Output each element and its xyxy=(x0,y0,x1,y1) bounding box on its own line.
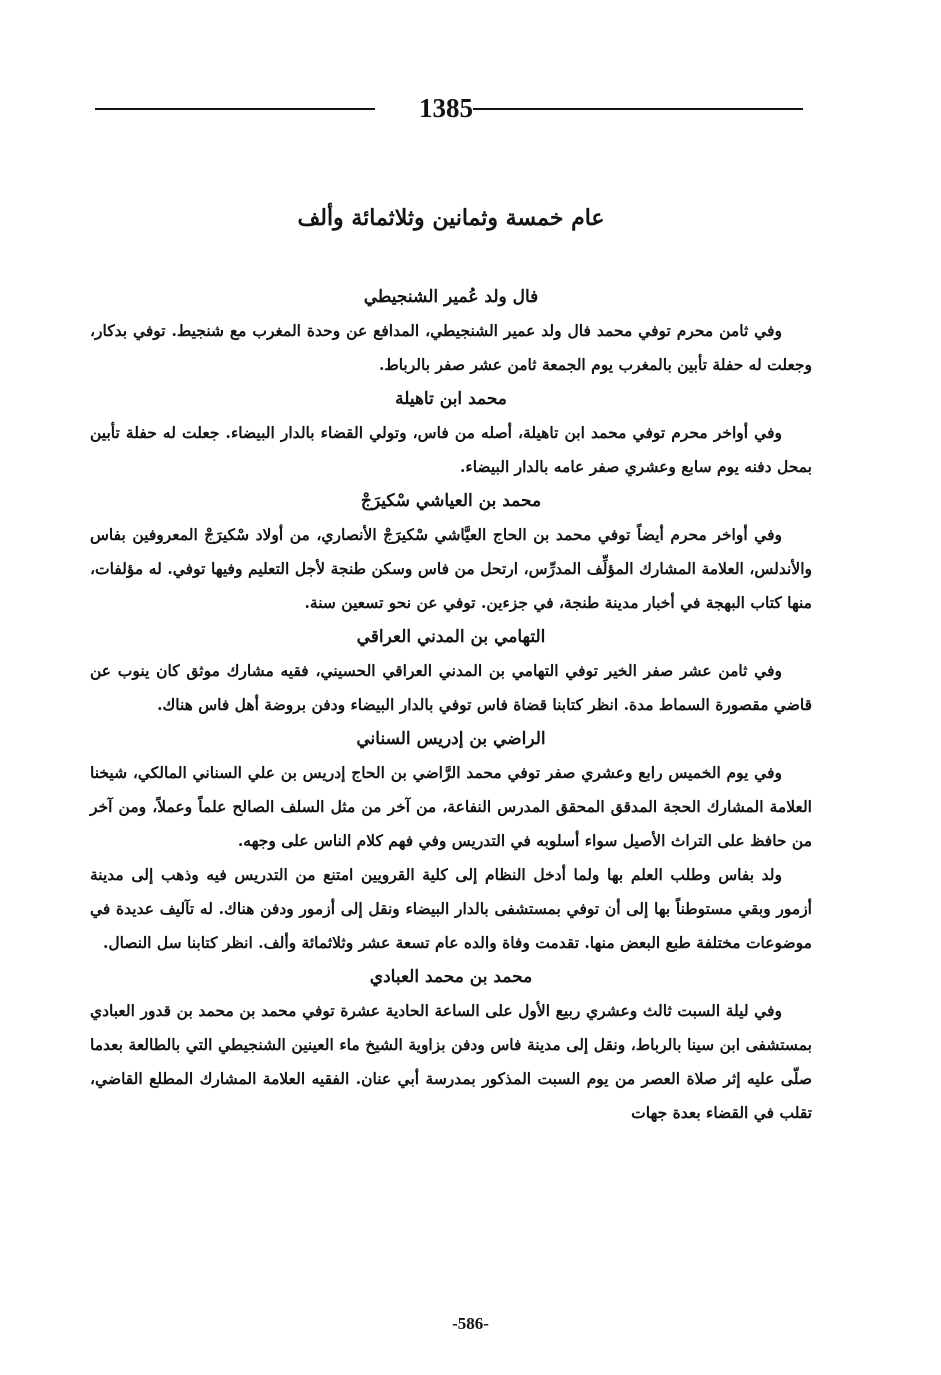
entry-paragraph: وفي أواخر محرم توفي محمد ابن تاهيلة، أصله من فاس، وتولي القضاء بالدار البيضاء. جعلت له حفلة تأبين بمحل دفنه يوم سابع وعشري صفر عامه بالدار البيضاء. xyxy=(90,423,812,476)
entry-paragraph: وفي يوم الخميس رابع وعشري صفر توفي محمد الرَّاضي بن الحاج إدريس بن علي السناني المالكي، شيخنا العلامة المشارك الحجة المدقق المحقق المدرس النفاعة، من آخر من مثل السلف الصالح علماً وعملاً، ومن آخر من حافظ على التراث الأصيل سواء أسلوبه في التدريس وفي فهم كلام الناس على وجهه. xyxy=(90,763,812,850)
entry-title: محمد بن محمد العبادي xyxy=(369,967,533,987)
header-rule-right xyxy=(473,108,803,110)
page-number: -586- xyxy=(452,1314,489,1333)
entry-title: الراضي بن إدريس السناني xyxy=(356,729,546,749)
entry-title: التهامي بن المدني العراقي xyxy=(356,627,546,647)
entry-paragraph: وفي ثامن محرم توفي محمد فال ولد عمير الشنجيطي، المدافع عن وحدة المغرب مع شنجيط. توفي بدكار، وجعلت له حفلة تأبين بالمغرب يوم الجمعة ثامن عشر صفر بالرباط. xyxy=(90,321,812,374)
header-rule-left xyxy=(95,108,375,110)
entry-title: محمد بن العياشي سْكيرَجْ xyxy=(360,491,542,511)
page-header xyxy=(95,88,803,128)
entry-paragraph: وفي أواخر محرم أيضاً توفي محمد بن الحاج العيَّاشي سْكيرَجْ الأنصاري، من أولاد سْكيرَجْ المعروفين بفاس والأندلس، العلامة المشارك المؤلِّف المدرِّس، ارتحل من فاس وسكن طنجة لأجل التعليم وفيها توفي. له مؤلفات، منها كتاب البهجة في أخبار مدينة طنجة، في جزءين. توفي عن نحو تسعين سنة. xyxy=(90,525,812,612)
page-content xyxy=(90,198,812,1130)
header-year: 1385 xyxy=(419,93,473,123)
entry-paragraph: وفي ثامن عشر صفر الخير توفي التهامي بن المدني العراقي الحسيني، فقيه مشارك موثق كان ينوب عن قاضي مقصورة السماط مدة. انظر كتابنا قضاة فاس توفي بالدار البيضاء ودفن بروضة أهل فاس هناك. xyxy=(90,661,812,714)
entry-title: محمد ابن تاهيلة xyxy=(395,389,507,409)
entry-paragraph: وفي ليلة السبت ثالث وعشري ربيع الأول على الساعة الحادية عشرة توفي محمد بن محمد بن قدور العبادي بمستشفى ابن سينا بالرباط، ونقل إلى مدينة فاس ودفن بزاوية الشيخ ماء العينين الشنجيطي التي بالطالعة بعدما صلّى عليه إثر صلاة العصر من يوم السبت المذكور بمدرسة أبي عنان. الفقيه العلامة المشارك المطلع القاضي، تقلب في القضاء بعدة جهات xyxy=(90,1001,812,1122)
entry-title: فال ولد عُمير الشنجيطي xyxy=(363,287,539,307)
entry-paragraph: ولد بفاس وطلب العلم بها ولما أدخل النظام إلى كلية القرويين امتنع من التدريس فيه وذهب إلى مدينة أزمور وبقي مستوطناً بها إلى أن توفي بمستشفى بالدار البيضاء ونقل إلى أزمور ودفن هناك. له تآليف عديدة في موضوعات مختلفة طبع البعض منها. تقدمت وفاة والده عام تسعة عشر وثلاثمائة وألف. انظر كتابنا سل النصال. xyxy=(90,865,812,952)
page-title: عام خمسة وثمانين وثلاثمائة وألف xyxy=(297,205,605,231)
